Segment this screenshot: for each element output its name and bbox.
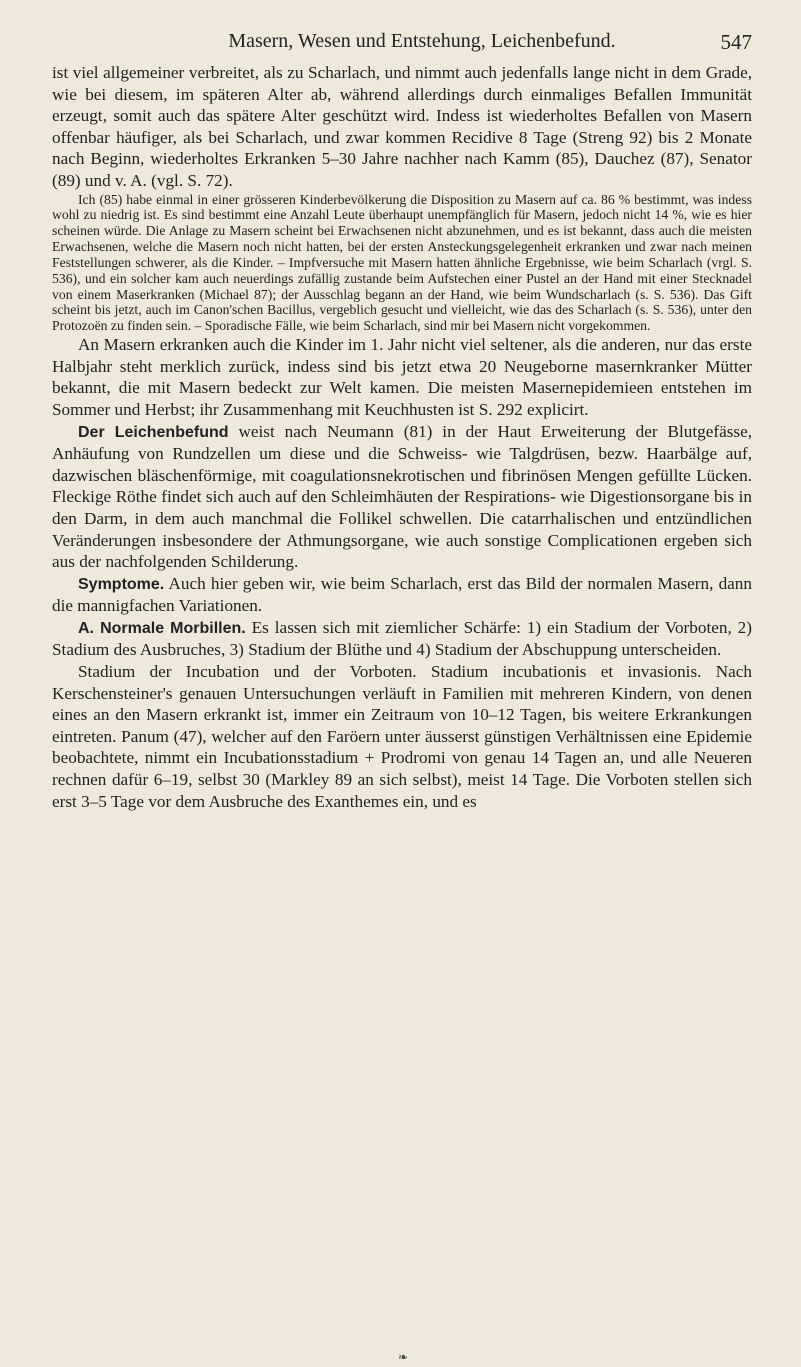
page-number: 547	[720, 30, 752, 54]
running-header	[52, 30, 752, 60]
paragraph-symptome-text: Auch hier geben wir, wie beim Scharlach, erst das Bild der normalen Masern, dann die mannigfachen Variationen.	[52, 573, 752, 616]
footer-ornament: ❧	[398, 1350, 409, 1364]
paragraph-infants: An Masern erkranken auch die Kinder im 1. Jahr nicht viel seltener, als die anderen, nur das erste Halbjahr steht merklich zurück, indess sind bis jetzt etwa 20 Neugeborne masernkranker Mütter bekannt, die mit Masern bedeckt zur Welt kamen. Die meisten Masernepidemieen entstehen im Sommer und Herbst; ihr Zusammenhang mit Keuchhusten ist S. 292 explicirt.	[52, 335, 752, 419]
section-heading-normale-morbillen: A. Normale Morbillen.	[78, 619, 246, 637]
paragraph-leichenbefund	[52, 421, 752, 573]
running-title: Masern, Wesen und Entstehung, Leichenbefund.	[228, 30, 616, 52]
paragraph-normale-morbillen	[52, 617, 752, 661]
body-text	[52, 62, 752, 812]
paragraph-small-disposition: Ich (85) habe einmal in einer grösseren Kinderbevölkerung die Disposition zu Masern auf ca. 86 % bestimmt, was indess wohl zu niedrig ist. Es sind bestimmt eine Anzahl Leute überhaupt unempfänglich für Masern, jedoch nicht 14 %, wie es hier scheinen würde. Die Anlage zu Masern scheint bei Erwachsenen nicht abzunehmen, und es ist bekannt, dass auch die meisten Erwachsenen, welche die Masern noch nicht hatten, bei der ersten Ansteckungsgelegenheit erkranken und zwar nach meinen Feststellungen schwerer, als die Kinder. – Impfversuche mit Masern hatten ähnliche Ergebnisse, wie beim Scharlach (vrgl. S. 536), und ein solcher kam auch neuerdings zufällig zustande beim Aufstechen einer Pustel an der Hand mit einer Stecknadel von einem Maserkranken (Michael 87); der Ausschlag begann an der Hand, wie beim Wundscharlach (s. S. 536). Das Gift scheint bis jetzt, auch im Canon'schen Bacillus, vergeblich gesucht und vielleicht, wie das des Scharlach (s. S. 536), unter den Protozoën zu finden sein. – Sporadische Fälle, wie beim Scharlach, sind mir bei Masern nicht vorgekommen.	[52, 191, 752, 334]
paragraph-incubation: Stadium der Incubation und der Vorboten. Stadium incubationis et invasionis. Nach Kerschensteiner's genauen Untersuchungen verläuft in Familien mit mehreren Kindern, von denen eines an den Masern erkrankt ist, immer ein Zeitraum von 10–12 Tagen, bis weitere Erkrankungen eintreten. Panum (47), welcher auf den Faröern unter äusserst günstigen Verhältnissen eine Epidemie beobachtete, nimmt ein Incubationsstadium + Prodromi von genau 14 Tagen an, und alle Neueren rechnen dafür 6–19, selbst 30 (Markley 89 an sich selbst), meist 14 Tage. Die Vorboten stellen sich erst 3–5 Tage vor dem Ausbruche des Exanthemes ein, und es	[52, 662, 752, 811]
paragraph-normale-morbillen-text: Es lassen sich mit ziemlicher Schärfe: 1) ein Stadium der Vorboten, 2) Stadium des Ausbruches, 3) Stadium der Blüthe und 4) Stadium der Abschuppung unterscheiden.	[52, 617, 753, 660]
section-heading-symptome: Symptome.	[78, 575, 165, 593]
paragraph-continuation: ist viel allgemeiner verbreitet, als zu Scharlach, und nimmt auch jedenfalls lange nicht in dem Grade, wie bei diesem, im späteren Alter ab, während allerdings durch einmaliges Befallen Immunität erzeugt, somit auch das spätere Alter geschützt wird. Indess ist wiederholtes Befallen von Masern offenbar häufiger, als bei Scharlach, und zwar kommen Recidive 8 Tage (Streng 92) bis 2 Monate nach Beginn, wiederholtes Erkranken 5–30 Jahre nachher nach Kamm (85), Dauchez (87), Senator (89) und v. A. (vgl. S. 72).	[52, 63, 752, 190]
paragraph-leichenbefund-text: weist nach Neumann (81) in der Haut Erweiterung der Blutgefässe, Anhäufung von Rundzellen um diese und die Schweiss- wie Talgdrüsen, bezw. Haarbälge auf, dazwischen bläschenförmige, mit coagulationsnekrotischen und fibrinösen Mengen gefüllte Lücken. Fleckige Röthe findet sich auch auf den Schleimhäuten der Respirations- wie Digestionsorgane bis in den Darm, in dem auch manchmal die Follikel schwellen. Die catarrhalischen und entzündlichen Veränderungen insbesondere der Athmungsorgane, wie auch sonstige Complicationen ergeben sich aus der nachfolgenden Schilderung.	[52, 421, 752, 572]
section-heading-leichenbefund: Der Leichenbefund	[78, 423, 229, 441]
paragraph-symptome	[52, 573, 752, 617]
